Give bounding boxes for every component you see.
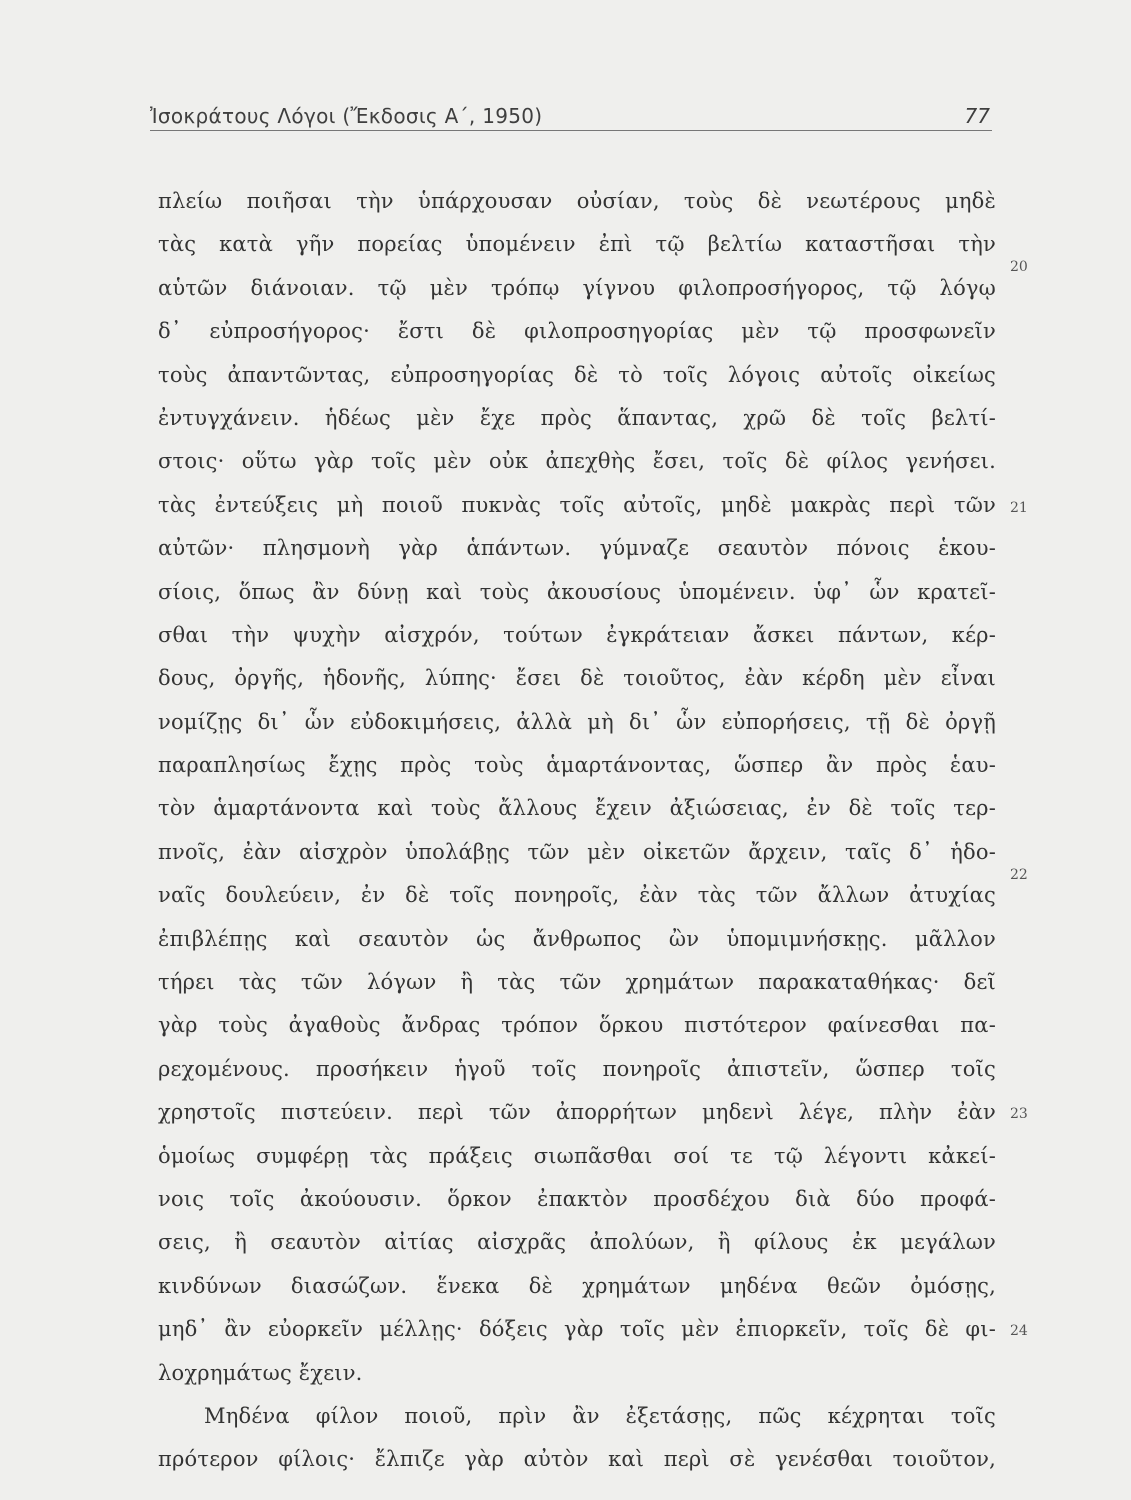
text-line: ρεχομένους. προσήκειν ἡγοῦ τοῖς πονηροῖς ἀπιστεῖν, ὥσπερ τοῖς [158, 1056, 996, 1081]
text-line: τὰς ἐντεύξεις μὴ ποιοῦ πυκνὰς τοῖς αὐτοῖς, μηδὲ μακρὰς περὶ τῶν [158, 492, 996, 517]
running-header [150, 104, 992, 131]
body-text [158, 180, 996, 1482]
text-line: ἐντυγχάνειν. ἡδέως μὲν ἔχε πρὸς ἅπαντας, χρῶ δὲ τοῖς βελτί- [158, 405, 996, 430]
section-number: 24 [1010, 1323, 1028, 1339]
text-line: σθαι τὴν ψυχὴν αἰσχρόν, τούτων ἐγκράτειαν ἄσκει πάντων, κέρ- [158, 622, 996, 647]
text-line: πνοῖς, ἐὰν αἰσχρὸν ὑπολάβῃς τῶν μὲν οἰκετῶν ἄρχειν, ταῖς δ᾽ ἡδο- [158, 839, 996, 864]
header-title: Ἰσοκράτους Λόγοι (Ἔκδοσις Α΄, 1950) [150, 104, 543, 128]
text-line: δ᾽ εὐπροσήγορος· ἔστι δὲ φιλοπροσηγορίας μὲν τῷ προσφωνεῖν [158, 319, 996, 344]
text-line: ὁμοίως συμφέρῃ τὰς πράξεις σιωπᾶσθαι σοί τε τῷ λέγοντι κἀκεί- [158, 1143, 996, 1168]
text-line-paragraph-end: λοχρημάτως ἔχειν. [158, 1360, 363, 1385]
section-number: 23 [1010, 1106, 1028, 1122]
text-line: τὰς κατὰ γῆν πορείας ὑπομένειν ἐπὶ τῷ βελτίω καταστῆσαι τὴν [158, 232, 996, 257]
text-line-paragraph-start: Μηδένα φίλον ποιοῦ, πρὶν ἂν ἐξετάσῃς, πῶς κέχρηται τοῖς [204, 1403, 996, 1428]
text-line: πλείω ποιῆσαι τὴν ὑπάρχουσαν οὐσίαν, τοὺς δὲ νεωτέρους μηδὲ [158, 189, 996, 213]
section-number: 20 [1010, 259, 1028, 275]
text-line: πρότερον φίλοις· ἔλπιζε γὰρ αὐτὸν καὶ περὶ σὲ γενέσθαι τοιοῦτον, [158, 1447, 996, 1472]
text-line: νοις τοῖς ἀκούουσιν. ὅρκον ἐπακτὸν προσδέχου διὰ δύο προφά- [158, 1186, 996, 1211]
text-line: στοις· οὕτω γὰρ τοῖς μὲν οὐκ ἀπεχθὴς ἔσει, τοῖς δὲ φίλος γενήσει. [158, 449, 996, 474]
text-line: ναῖς δουλεύειν, ἐν δὲ τοῖς πονηροῖς, ἐὰν τὰς τῶν ἄλλων ἀτυχίας [158, 883, 996, 908]
section-number: 22 [1010, 867, 1028, 883]
text-line: σεις, ἢ σεαυτὸν αἰτίας αἰσχρᾶς ἀπολύων, ἢ φίλους ἐκ μεγάλων [158, 1230, 996, 1255]
text-line: μηδ᾽ ἂν εὐορκεῖν μέλλῃς· δόξεις γὰρ τοῖς μὲν ἐπιορκεῖν, τοῖς δὲ φι- [158, 1317, 996, 1342]
text-line: γὰρ τοὺς ἀγαθοὺς ἄνδρας τρόπον ὅρκου πιστότερον φαίνεσθαι πα- [158, 1013, 996, 1038]
text-line: δους, ὀργῆς, ἡδονῆς, λύπης· ἔσει δὲ τοιοῦτος, ἐὰν κέρδη μὲν εἶναι [158, 666, 996, 691]
text-line: τήρει τὰς τῶν λόγων ἢ τὰς τῶν χρημάτων παρακαταθήκας· δεῖ [158, 970, 996, 995]
text-line: τὸν ἁμαρτάνοντα καὶ τοὺς ἄλλους ἔχειν ἀξιώσειας, ἐν δὲ τοῖς τερ- [158, 796, 996, 821]
page-number: 77 [964, 104, 990, 128]
text-line: αὐτῶν· πλησμονὴ γὰρ ἁπάντων. γύμναζε σεαυτὸν πόνοις ἑκου- [158, 536, 996, 561]
text-line: σίοις, ὅπως ἂν δύνῃ καὶ τοὺς ἀκουσίους ὑπομένειν. ὑφ᾽ ὧν κρατεῖ- [158, 579, 996, 604]
text-line: τοὺς ἀπαντῶντας, εὐπροσηγορίας δὲ τὸ τοῖς λόγοις αὐτοῖς οἰκείως [158, 362, 996, 387]
text-line: νομίζῃς δι᾽ ὧν εὐδοκιμήσεις, ἀλλὰ μὴ δι᾽ ὧν εὐπορήσεις, τῇ δὲ ὀργῇ [158, 709, 996, 734]
text-line: παραπλησίως ἔχῃς πρὸς τοὺς ἁμαρτάνοντας, ὥσπερ ἂν πρὸς ἑαυ- [158, 753, 996, 778]
text-line: χρηστοῖς πιστεύειν. περὶ τῶν ἀπορρήτων μηδενὶ λέγε, πλὴν ἐὰν [158, 1100, 996, 1125]
section-number: 21 [1010, 500, 1028, 516]
text-line: αὑτῶν διάνοιαν. τῷ μὲν τρόπῳ γίγνου φιλοπροσήγορος, τῷ λόγῳ [158, 275, 996, 300]
text-line: κινδύνων διασώζων. ἕνεκα δὲ χρημάτων μηδένα θεῶν ὀμόσῃς, [158, 1273, 996, 1298]
text-line: ἐπιβλέπῃς καὶ σεαυτὸν ὡς ἄνθρωπος ὢν ὑπομιμνήσκῃς. μᾶλλον [158, 926, 996, 951]
